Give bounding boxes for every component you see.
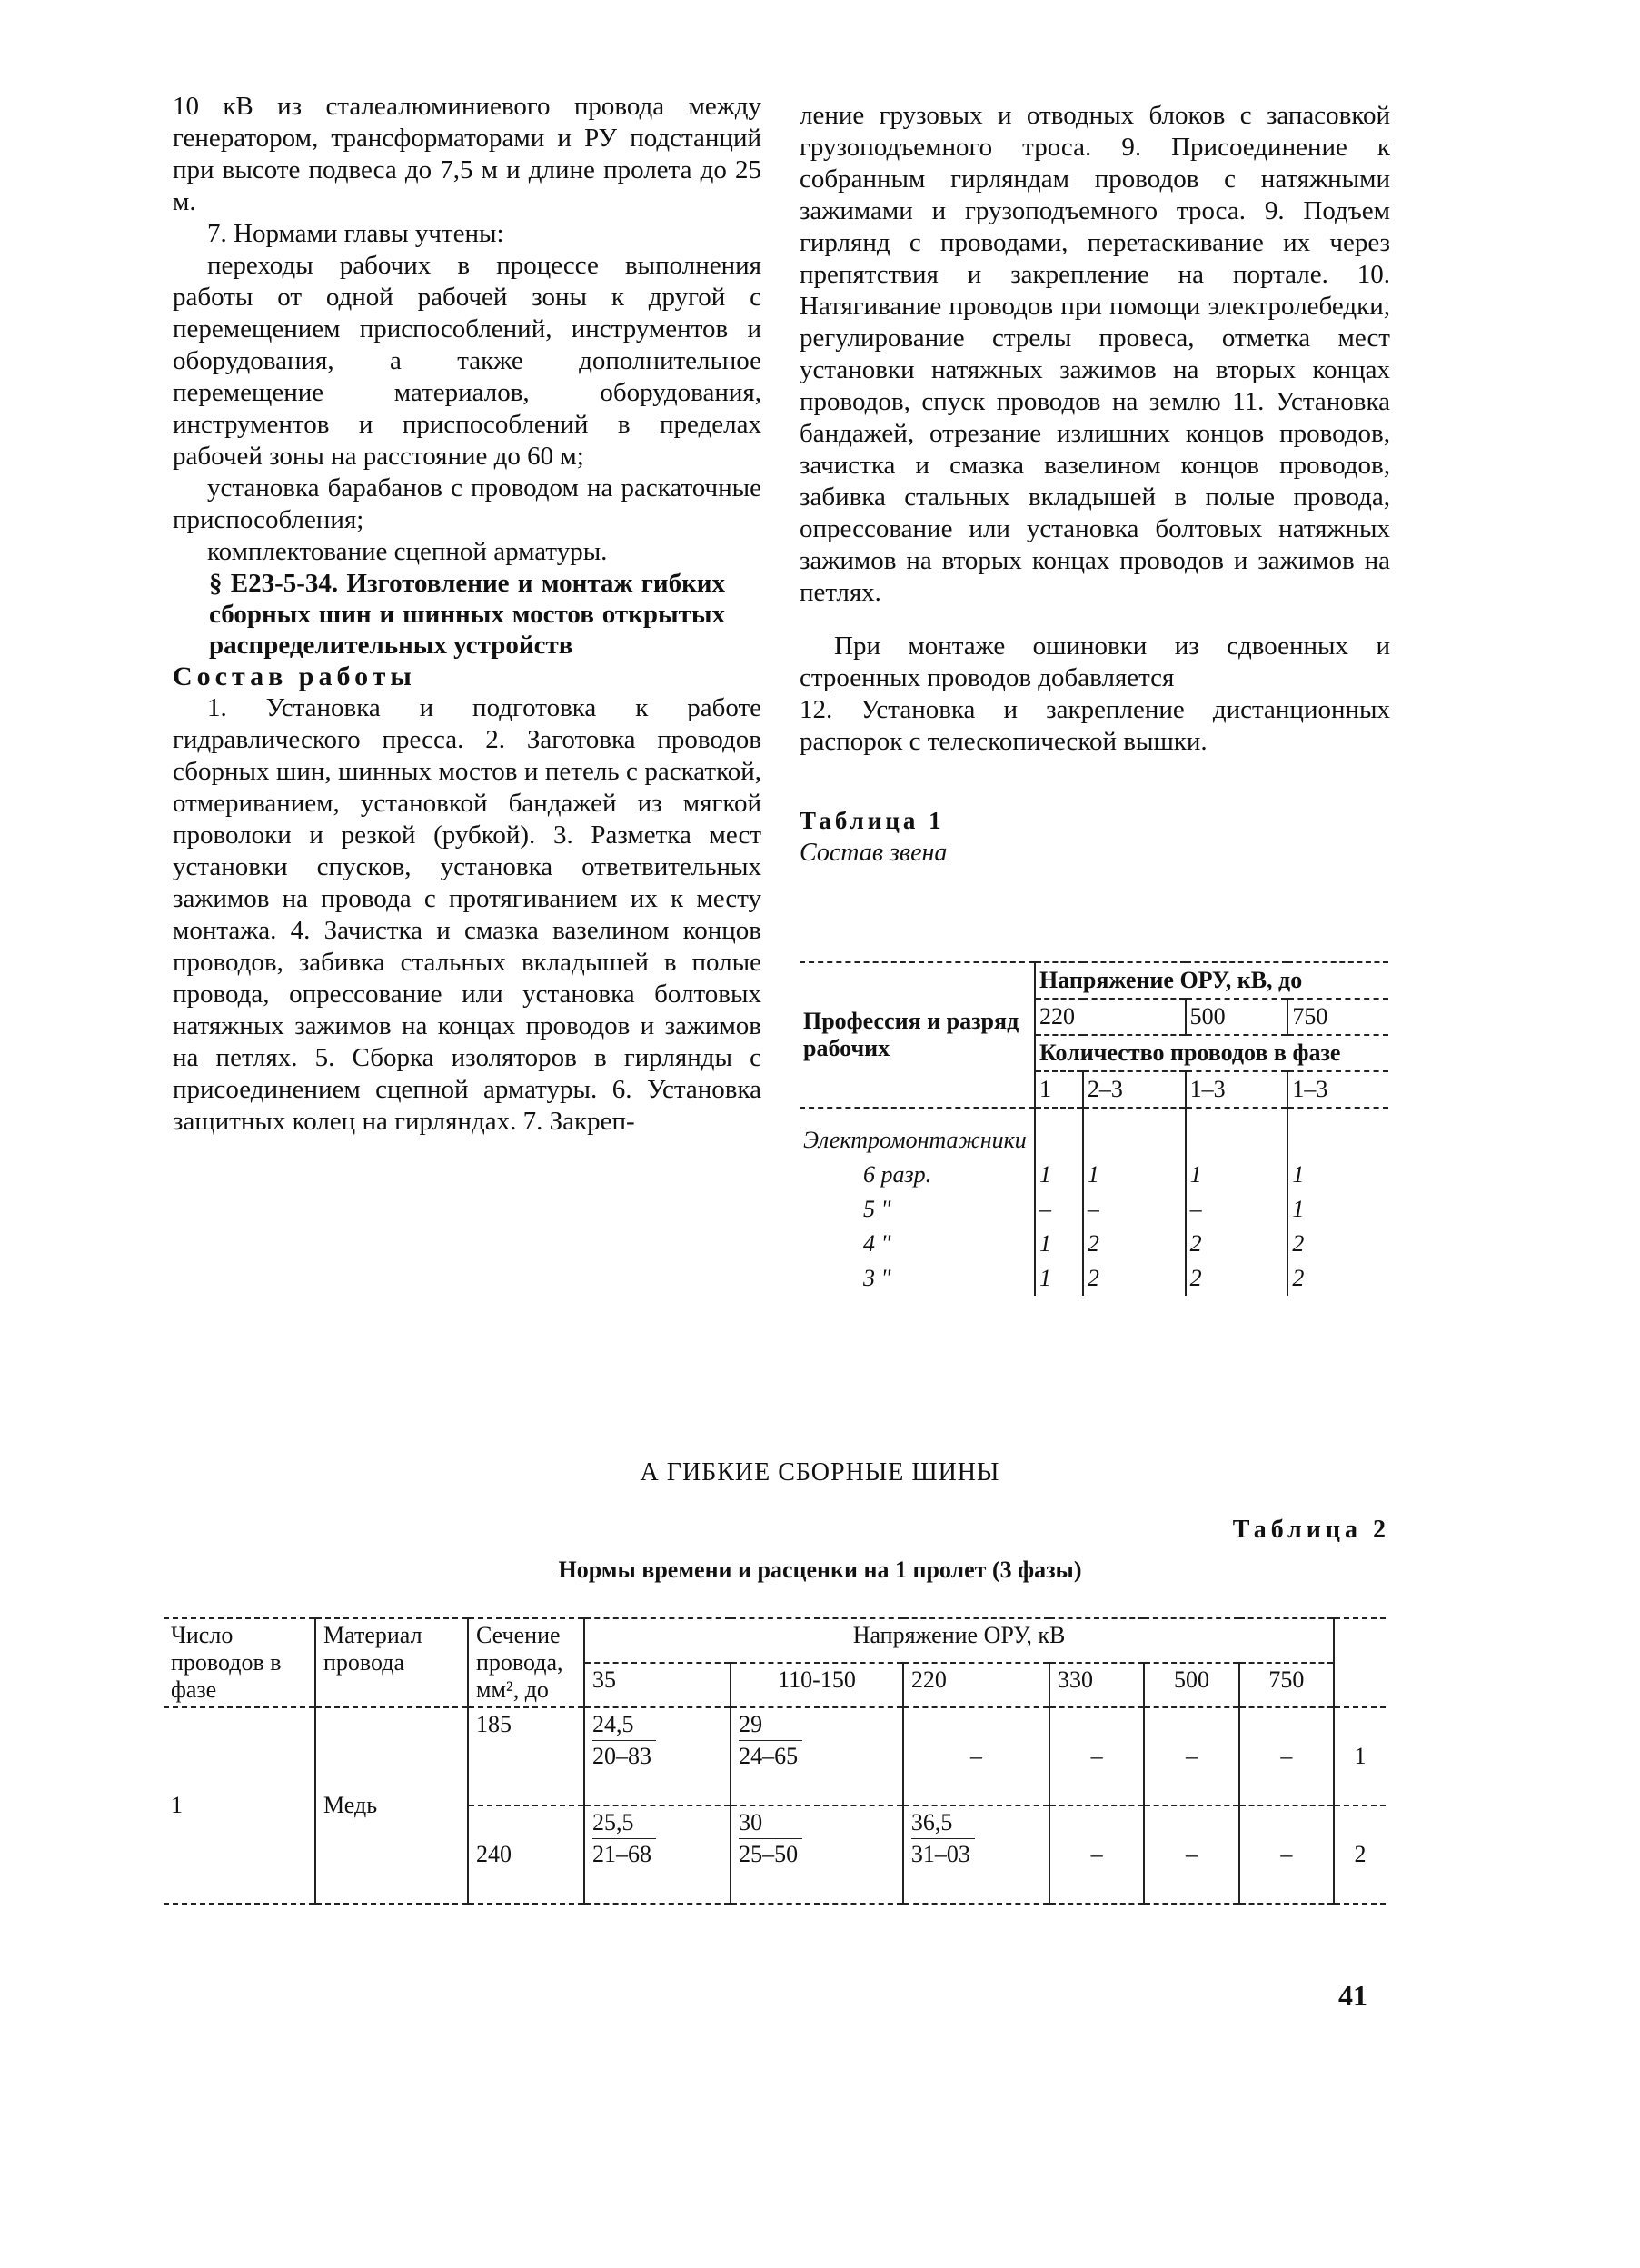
paragraph: 10 кВ из сталеалюминиевого провода между генератором, трансформаторами и РУ подстанций при высоте подвеса до 7,5 м и длине пролета до 25 м. [173,92,761,216]
table2-label: Таблица 2 [1232,1516,1390,1544]
cell: 1 [1287,1158,1388,1192]
cell: 1 [1035,1227,1083,1261]
time-norm: 29 [739,1711,763,1737]
paragraph: комплектование сцепной арматуры. [207,537,608,566]
voltage-500: 500 [1144,1663,1238,1707]
wire-count: 1–3 [1287,1071,1388,1108]
cell: 2 [1186,1227,1288,1261]
price: 20–83 [592,1743,651,1769]
material-header: Материал провода [315,1618,468,1707]
table1-caption: Состав звена [800,839,948,867]
empty-cell: – [1144,1805,1238,1904]
section-title: А ГИБКИЕ СБОРНЫЕ ШИНЫ [640,1458,1000,1487]
table-row [800,1192,1388,1227]
right-column [800,100,1390,869]
work-composition-title: Состав работы [173,662,416,691]
cell: 1 [1035,1261,1083,1296]
cell: 1 [1287,1192,1388,1227]
norms-table [164,1617,1386,1905]
paragraph: переходы рабочих в процессе выполнения работы от одной рабочей зоны к другой с перемещением приспособлений, инструментов и оборудования, а также дополнительное перемещение материалов, оборудования, инструментов и приспособлений в пределах рабочей зоны на расстояние до 60 м; [173,251,761,471]
rate-cell [584,1805,731,1904]
empty-cell: – [903,1707,1049,1805]
grade: 6 разр. [863,1161,932,1188]
cell: 1 [1186,1158,1288,1192]
voltage-750: 750 [1287,999,1388,1035]
wires-header: Число проводов в фазе [164,1618,315,1707]
empty-cell: – [1049,1707,1144,1805]
rate-cell [584,1707,731,1805]
voltage-110-150: 110-150 [731,1663,903,1707]
row-number: 1 [1334,1707,1386,1805]
paragraph: 1. Установка и подготовка к работе гидравлического пресса. 2. Заготовка проводов сборных шин, шинных мостов и петель с раскаткой, отмериванием, установкой бандажей из мягкой проволоки и резкой (рубкой). 3. Разметка мест установки спусков, установка ответвительных зажимов на провода с протягиванием их к месту монтажа. 4. Зачистка и смазка вазелином концов проводов, забивка стальных вкладышей в полые провода, опрессование или установка болтовых натяжных зажимов на концах проводов и зажимов на петлях. 5. Сборка изоляторов в гирлянды с присоединением сцепной арматуры. 6. Установка защитных колец на гирляндах. 7. Закреп- [173,693,761,1136]
grade: 3 " [863,1265,891,1291]
rate-cell [903,1805,1049,1904]
cell: 2 [1186,1261,1288,1296]
voltage-220: 220 [1035,999,1186,1035]
price: 21–68 [592,1841,651,1867]
cell: 2 [1287,1261,1388,1296]
table-row [164,1707,1386,1805]
wire-count: 2–3 [1083,1071,1186,1108]
table1-label: Таблица 1 [800,807,945,834]
price: 31–03 [910,1841,970,1867]
wires-value: 1 [164,1707,315,1904]
profession-name: Электромонтажники [803,1127,1027,1153]
time-norm: 25,5 [592,1809,634,1835]
grade: 5 " [863,1196,891,1222]
paragraph: 12. Установка и закрепление дистанционных распорок с телескопической вышки. [800,695,1390,756]
paragraph: установка барабанов с проводом на раскаточные приспособления; [173,473,761,534]
cell: 2 [1287,1227,1388,1261]
section-heading: § Е23-5-34. Изготовление и монтаж гибких сборных шин и шинных мостов открытых распределительных устройств [209,569,725,660]
empty-cell: – [1239,1707,1334,1805]
cell: 1 [1083,1158,1186,1192]
page-number: 41 [1338,1979,1367,2012]
profession-header: Профессия и разряд рабочих [800,962,1035,1108]
row-number: 2 [1334,1805,1386,1904]
voltage-header: Напряжение ОРУ, кВ [584,1618,1334,1663]
rate-cell [731,1805,903,1904]
price: 24–65 [739,1743,799,1769]
crew-table [800,961,1388,1296]
voltage-750: 750 [1239,1663,1334,1707]
paragraph: ление грузовых и отводных блоков с запасовкой грузоподъемного троса. 9. Присоединение к собранным гирляндам проводов с натяжными зажимами и грузоподъемного троса. 9. Подъем гирлянд с проводами, перетаскивание их через препятствия и закрепление на портале. 10. Натягивание проводов при помощи электролебедки, регулирование стрелы провеса, отметка мест установки натяжных зажимов на вторых концах проводов, спуск проводов на землю 11. Установка бандажей, отрезание излишних концов проводов, зачистка и смазка вазелином концов проводов, забивка стальных вкладышей в полые провода, опрессование или установка болтовых натяжных зажимов на вторых концах проводов и зажимов на петлях. [800,101,1390,607]
cell: 1 [1035,1158,1083,1192]
table2-caption: Нормы времени и расценки на 1 пролет (3 фазы) [558,1557,1082,1583]
left-column [173,91,761,1138]
price: 25–50 [739,1841,799,1867]
rate-cell [731,1707,903,1805]
voltage-220: 220 [903,1663,1049,1707]
table-row [800,1261,1388,1296]
wire-count: 1 [1035,1071,1083,1108]
section-value: 185 [468,1707,584,1805]
wire-count: 1–3 [1186,1071,1288,1108]
cell: 2 [1083,1227,1186,1261]
paragraph: При монтаже ошиновки из сдвоенных и строенных проводов добавляется [800,632,1390,692]
cell: – [1083,1192,1186,1227]
voltage-35: 35 [584,1663,731,1707]
time-norm: 30 [739,1809,763,1835]
section-value: 240 [468,1805,584,1904]
empty-cell: – [1239,1805,1334,1904]
cell: 2 [1083,1261,1186,1296]
cell: – [1186,1192,1288,1227]
time-norm: 24,5 [592,1711,634,1737]
section-header: Сечение провода, мм², до [468,1618,584,1707]
grade: 4 " [863,1230,891,1257]
voltage-330: 330 [1049,1663,1144,1707]
empty-cell: – [1144,1707,1238,1805]
wires-header: Количество проводов в фазе [1035,1035,1388,1071]
paragraph: 7. Нормами главы учтены: [207,219,504,248]
table-row [800,1158,1388,1192]
voltage-500: 500 [1186,999,1288,1035]
material-value: Медь [315,1707,468,1904]
voltage-header: Напряжение ОРУ, кВ, до [1035,962,1388,999]
table-row [800,1227,1388,1261]
cell: – [1035,1192,1083,1227]
time-norm: 36,5 [910,1809,953,1835]
empty-cell: – [1049,1805,1144,1904]
